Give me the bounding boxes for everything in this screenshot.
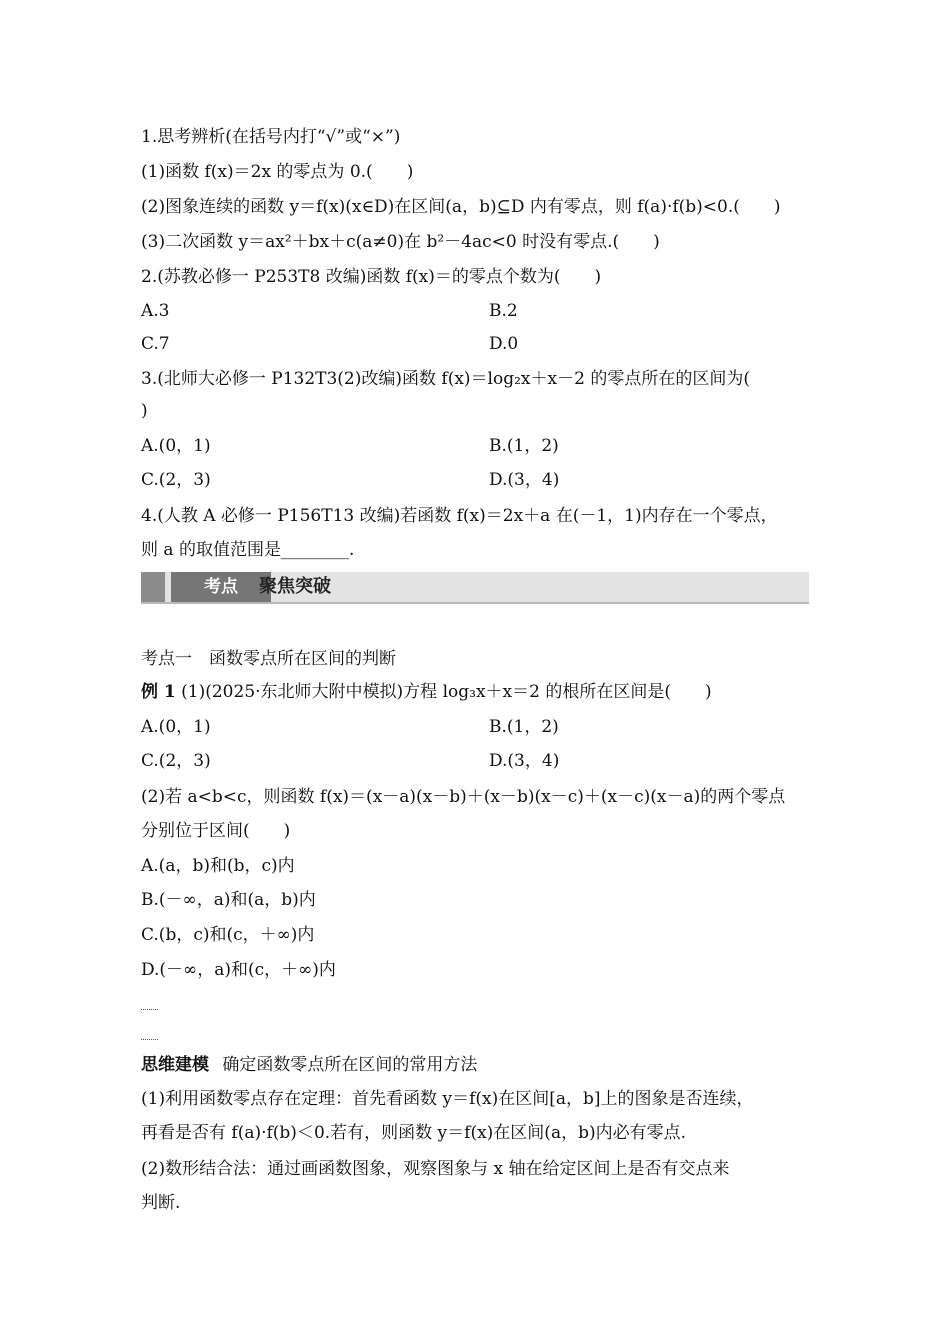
thinking-model-heading	[141, 1054, 477, 1076]
example-1-part-2-option-d: D.(－∞，a)和(c，＋∞)内	[141, 960, 336, 980]
answer-placeholder-1	[141, 1009, 158, 1010]
exercise-1-item-2: (2)图象连续的函数 y＝f(x)(x∈D)在区间(a，b)⊆D 内有零点，则 f(a)·f(b)<0.( )	[141, 197, 781, 217]
banner-tag: 考点	[171, 572, 271, 602]
example-1-part-2-option-a: A.(a，b)和(b，c)内	[141, 856, 295, 876]
thinking-line-4: 判断.	[141, 1193, 181, 1213]
exercise-2-option-d: D.0	[489, 334, 519, 354]
example-1-part-2-option-b: B.(－∞，a)和(a，b)内	[141, 890, 316, 910]
banner-title: 聚焦突破	[259, 576, 331, 597]
exercise-4-question: 4.(人教 A 必修一 P156T13 改编)若函数 f(x)＝2x＋a 在(－1，1)内存在一个零点，	[141, 506, 778, 526]
banner-stripe	[141, 572, 165, 602]
exercise-1-heading: 1.思考辨析(在括号内打“√”或“×”)	[141, 127, 401, 147]
exercise-3-option-d: D.(3，4)	[489, 470, 560, 490]
exercise-4-question-cont: 则 a 的取值范围是________.	[141, 540, 355, 560]
example-1-option-b: B.(1，2)	[489, 717, 559, 737]
thinking-line-2: 再看是否有 f(a)·f(b)＜0.若有，则函数 y＝f(x)在区间(a，b)内必有零点.	[141, 1123, 686, 1143]
answer-placeholder-2	[141, 1039, 158, 1040]
example-1-option-c: C.(2，3)	[141, 751, 211, 771]
section-banner	[141, 572, 809, 604]
example-1-part-2-cont: 分别位于区间( )	[141, 821, 291, 841]
exercise-2-option-b: B.2	[489, 301, 518, 321]
section-heading: 考点一 函数零点所在区间的判断	[141, 649, 396, 669]
example-1-option-a: A.(0，1)	[141, 717, 211, 737]
example-1-question	[141, 681, 712, 703]
exercise-3-option-a: A.(0，1)	[141, 436, 211, 456]
exercise-3-question: 3.(北师大必修一 P132T3(2)改编)函数 f(x)＝log₂x＋x－2 的零点所在的区间为(	[141, 369, 750, 389]
exercise-1-item-1: (1)函数 f(x)＝2x 的零点为 0.( )	[141, 162, 414, 182]
exercise-2-question: 2.(苏教必修一 P253T8 改编)函数 f(x)＝的零点个数为( )	[141, 267, 602, 287]
exercise-3-option-b: B.(1，2)	[489, 436, 559, 456]
thinking-line-3: (2)数形结合法：通过画函数图象，观察图象与 x 轴在给定区间上是否有交点来	[141, 1159, 730, 1179]
exercise-3-option-c: C.(2，3)	[141, 470, 211, 490]
example-1-option-d: D.(3，4)	[489, 751, 560, 771]
example-1-part-2: (2)若 a<b<c，则函数 f(x)＝(x－a)(x－b)＋(x－b)(x－c)＋(x－c)(x－a)的两个零点	[141, 787, 786, 807]
exercise-2-option-c: C.7	[141, 334, 170, 354]
example-1-part-2-option-c: C.(b，c)和(c，＋∞)内	[141, 925, 315, 945]
thinking-title: 确定函数零点所在区间的常用方法	[222, 1055, 478, 1075]
exercise-3-question-cont: )	[141, 401, 148, 421]
thinking-label: 思维建模	[141, 1055, 209, 1075]
thinking-line-1: (1)利用函数零点存在定理：首先看函数 y＝f(x)在区间[a，b]上的图象是否连续，	[141, 1089, 754, 1109]
exercise-1-item-3: (3)二次函数 y＝ax²＋bx＋c(a≠0)在 b²－4ac<0 时没有零点.( )	[141, 232, 660, 252]
exercise-2-option-a: A.3	[141, 301, 170, 321]
example-label: 例 1	[141, 682, 176, 702]
example-1-part-1: (1)(2025·东北师大附中模拟)方程 log₃x＋x＝2 的根所在区间是( )	[181, 682, 712, 702]
